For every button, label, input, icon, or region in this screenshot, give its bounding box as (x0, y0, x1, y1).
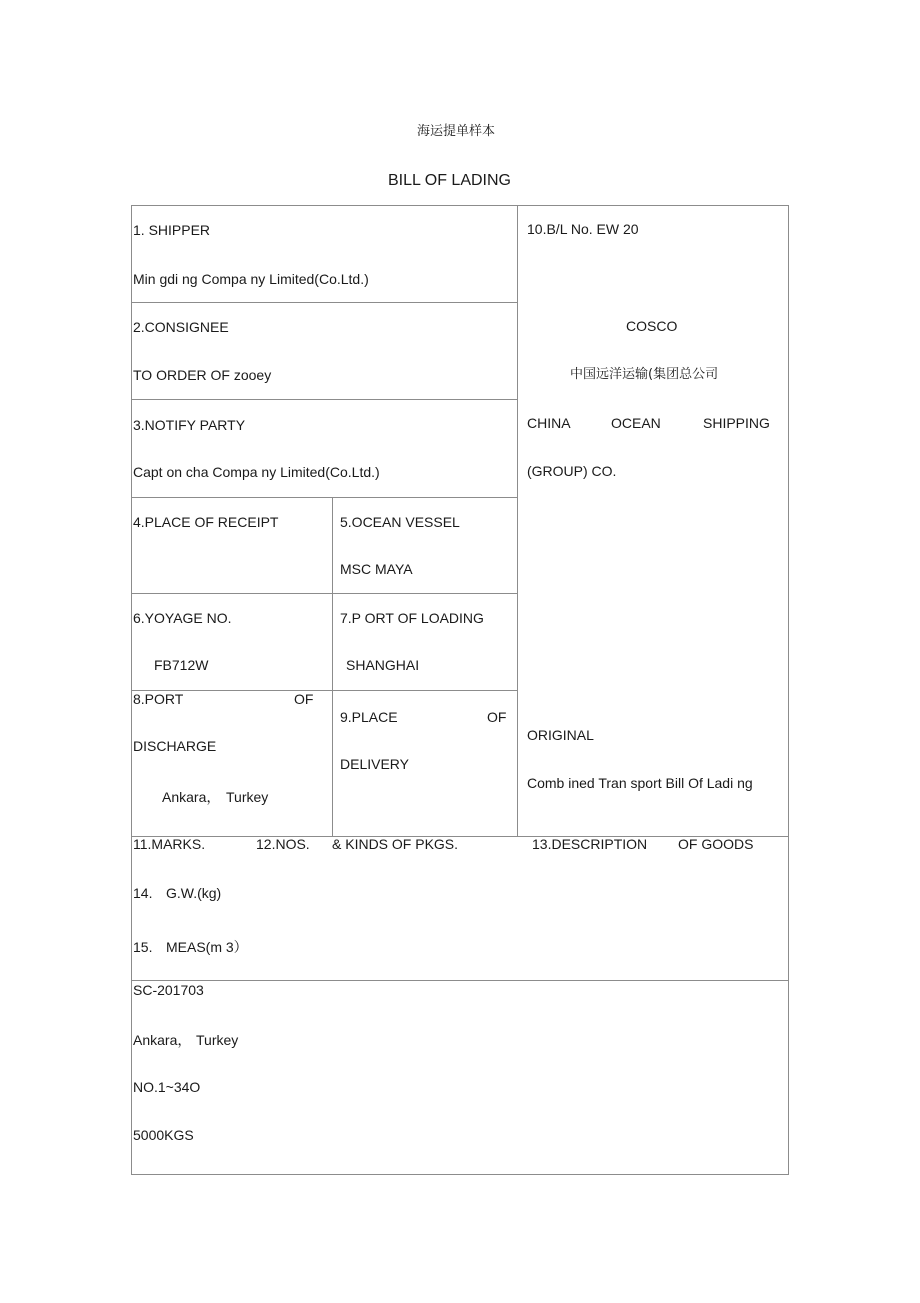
table-border-top (131, 205, 789, 206)
document-title: BILL OF LADING (388, 172, 511, 189)
shipper-label: 1. SHIPPER (133, 222, 211, 238)
place-of-delivery-label-line2: DELIVERY (340, 756, 409, 772)
gross-weight-header: G.W.(kg) (166, 885, 222, 901)
destination-country: Turkey (196, 1032, 239, 1048)
row-divider-receipt (131, 593, 518, 594)
port-of-discharge-city: Ankara， (162, 789, 221, 805)
destination-city: Ankara， (133, 1032, 192, 1048)
carrier-name-line2: (GROUP) CO. (527, 463, 617, 479)
voyage-no-value: FB712W (154, 657, 209, 673)
port-of-loading-value: SHANGHAI (346, 657, 420, 673)
gross-weight-number: 14. (133, 885, 153, 901)
voyage-no-label: 6.YOYAGE NO. (133, 610, 232, 626)
row-divider-notify (131, 497, 518, 498)
port-of-discharge-label-part1: 8.PORT (133, 691, 184, 707)
place-of-delivery-label-part2: OF (487, 709, 507, 725)
table-border-right (788, 205, 789, 1175)
measurement-header: MEAS(m 3） (166, 939, 248, 955)
nos-header: 12.NOS. (256, 836, 310, 852)
contract-number: SC-201703 (133, 982, 204, 998)
port-of-loading-label: 7.P ORT OF LOADING (340, 610, 484, 626)
package-numbers: NO.1~34O (133, 1079, 201, 1095)
total-weight: 5000KGS (133, 1127, 194, 1143)
carrier-name-word-3: SHIPPING (703, 415, 770, 431)
port-of-discharge-country: Turkey (226, 789, 269, 805)
bl-number: 10.B/L No. EW 20 (527, 221, 639, 237)
shipper-value: Min gdi ng Compa ny Limited(Co.Ltd.) (133, 271, 369, 287)
row-divider-consignee (131, 399, 518, 400)
kinds-of-pkgs-header: & KINDS OF PKGS. (332, 836, 459, 852)
port-of-discharge-label-line2: DISCHARGE (133, 738, 217, 754)
original-label: ORIGINAL (527, 727, 594, 743)
carrier-name-word-2: OCEAN (611, 415, 661, 431)
consignee-value: TO ORDER OF zooey (133, 367, 272, 383)
column-divider-carrier (517, 205, 518, 837)
notify-party-label: 3.NOTIFY PARTY (133, 417, 246, 433)
ocean-vessel-value: MSC MAYA (340, 561, 413, 577)
measurement-number: 15. (133, 939, 153, 955)
place-of-receipt-label: 4.PLACE OF RECEIPT (133, 514, 279, 530)
table-border-left (131, 205, 132, 1175)
place-of-delivery-label-part1: 9.PLACE (340, 709, 398, 725)
row-divider-goods-details (131, 980, 789, 981)
notify-party-value: Capt on cha Compa ny Limited(Co.Ltd.) (133, 464, 380, 480)
marks-header: 11.MARKS. (133, 836, 206, 852)
table-border-bottom (131, 1174, 789, 1175)
description-header-part1: 13.DESCRIPTION (532, 836, 648, 852)
carrier-chinese-name: 中国远洋运输(集团总公司 (570, 367, 719, 382)
row-divider-voyage (131, 690, 518, 691)
document-type: Comb ined Tran sport Bill Of Ladi ng (527, 775, 753, 791)
consignee-label: 2.CONSIGNEE (133, 319, 229, 335)
carrier-short-name: COSCO (626, 318, 678, 334)
carrier-name-word-1: CHINA (527, 415, 571, 431)
column-divider-middle (332, 497, 333, 837)
document-subtitle: 海运提单样本 (417, 124, 496, 139)
description-header-part2: OF GOODS (678, 836, 754, 852)
ocean-vessel-label: 5.OCEAN VESSEL (340, 514, 460, 530)
port-of-discharge-label-part2: OF (294, 691, 314, 707)
row-divider-shipper (131, 302, 518, 303)
